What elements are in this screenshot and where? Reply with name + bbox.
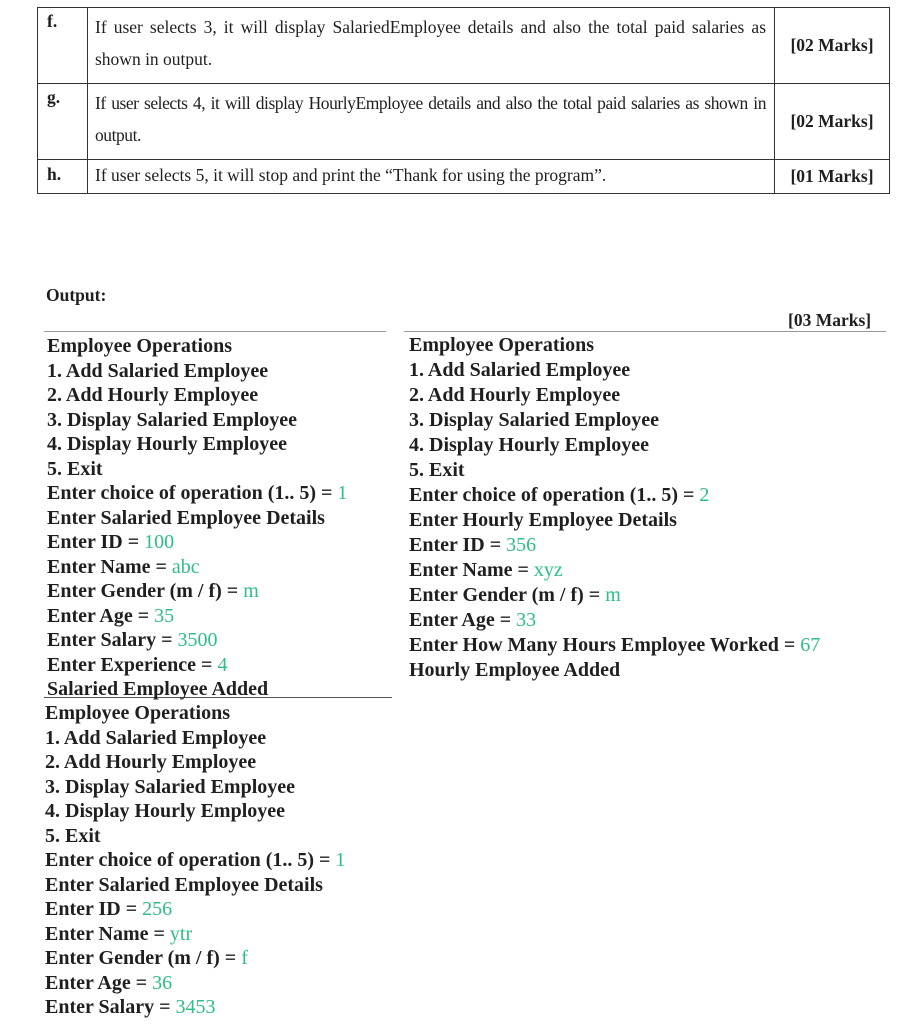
hours-value: 67 bbox=[800, 634, 821, 656]
menu-item-3: 3. Display Salaried Employee bbox=[47, 408, 298, 431]
age-value: 35 bbox=[154, 604, 175, 627]
criteria-row-f bbox=[38, 8, 890, 84]
console-output-salaried-2 bbox=[45, 701, 345, 1020]
age-prompt: Enter Age = bbox=[45, 971, 148, 994]
gender-line bbox=[409, 583, 820, 608]
name-line bbox=[45, 922, 345, 947]
id-prompt: Enter ID = bbox=[47, 531, 140, 553]
name-line bbox=[47, 555, 347, 580]
name-prompt: Enter Name = bbox=[45, 922, 165, 945]
name-prompt: Enter Name = bbox=[409, 559, 529, 581]
output-title: Output: bbox=[46, 285, 107, 305]
choice-value: 1 bbox=[335, 849, 346, 871]
name-prompt: Enter Name = bbox=[47, 555, 167, 578]
salary-line bbox=[47, 628, 347, 653]
criteria-letter: g. bbox=[38, 84, 88, 160]
salary-prompt: Enter Salary = bbox=[47, 629, 173, 651]
menu-item-5: 5. Exit bbox=[45, 824, 101, 847]
menu-item-1: 1. Add Salaried Employee bbox=[45, 726, 267, 749]
gender-line bbox=[47, 579, 347, 604]
choice-line bbox=[409, 483, 820, 508]
menu-item-2: 2. Add Hourly Employee bbox=[47, 384, 259, 406]
output-marks: [03 Marks] bbox=[788, 310, 872, 330]
age-value: 33 bbox=[516, 609, 537, 631]
experience-value: 4 bbox=[217, 653, 228, 676]
experience-prompt: Enter Experience = bbox=[47, 653, 213, 676]
menu-title: Employee Operations bbox=[47, 335, 232, 357]
criteria-letter: h. bbox=[38, 160, 88, 194]
name-value: abc bbox=[171, 555, 200, 578]
console-output-hourly bbox=[409, 333, 820, 683]
gender-prompt: Enter Gender (m / f) = bbox=[45, 947, 237, 969]
details-header: Enter Salaried Employee Details bbox=[45, 873, 323, 896]
id-prompt: Enter ID = bbox=[409, 534, 502, 556]
menu-title: Employee Operations bbox=[45, 702, 230, 724]
menu-item-3: 3. Display Salaried Employee bbox=[409, 409, 660, 431]
id-value: 256 bbox=[142, 898, 173, 920]
name-value: xyz bbox=[533, 559, 563, 581]
choice-prompt: Enter choice of operation (1.. 5) = bbox=[47, 482, 333, 504]
added-message: Salaried Employee Added bbox=[47, 678, 269, 700]
console-output-salaried-1 bbox=[47, 334, 347, 702]
gender-prompt: Enter Gender (m / f) = bbox=[409, 584, 601, 606]
criteria-description: If user selects 3, it will display SalariedEmployee details and also the total paid salaries as shown in output. bbox=[88, 8, 775, 84]
criteria-marks: [02 Marks] bbox=[775, 8, 890, 84]
id-line bbox=[409, 533, 820, 558]
criteria-letter: f. bbox=[38, 8, 88, 84]
choice-prompt: Enter choice of operation (1.. 5) = bbox=[409, 484, 695, 506]
menu-item-5: 5. Exit bbox=[409, 459, 465, 481]
menu-item-1: 1. Add Salaried Employee bbox=[409, 359, 631, 381]
name-value: ytr bbox=[169, 922, 193, 945]
criteria-row-h bbox=[38, 160, 890, 194]
details-header: Enter Salaried Employee Details bbox=[47, 506, 325, 529]
divider bbox=[44, 331, 386, 332]
gender-value: m bbox=[605, 584, 621, 606]
criteria-marks: [02 Marks] bbox=[775, 84, 890, 160]
id-value: 356 bbox=[506, 534, 537, 556]
menu-item-4: 4. Display Hourly Employee bbox=[47, 433, 288, 455]
id-line bbox=[47, 530, 347, 555]
choice-line bbox=[45, 848, 345, 873]
age-line bbox=[47, 604, 347, 629]
criteria-marks: [01 Marks] bbox=[775, 160, 890, 194]
choice-value: 2 bbox=[699, 484, 710, 506]
age-prompt: Enter Age = bbox=[409, 609, 512, 631]
age-prompt: Enter Age = bbox=[47, 604, 150, 627]
id-value: 100 bbox=[144, 531, 175, 553]
menu-item-3: 3. Display Salaried Employee bbox=[45, 775, 296, 798]
choice-prompt: Enter choice of operation (1.. 5) = bbox=[45, 849, 331, 871]
salary-value: 3453 bbox=[175, 996, 216, 1018]
name-line bbox=[409, 558, 820, 583]
salary-prompt: Enter Salary = bbox=[45, 996, 171, 1018]
menu-item-4: 4. Display Hourly Employee bbox=[409, 434, 650, 456]
menu-item-1: 1. Add Salaried Employee bbox=[47, 359, 269, 382]
age-line bbox=[45, 971, 345, 996]
hours-prompt: Enter How Many Hours Employee Worked = bbox=[409, 634, 796, 656]
menu-title: Employee Operations bbox=[409, 334, 594, 356]
salary-line bbox=[45, 995, 345, 1020]
salary-value: 3500 bbox=[177, 629, 218, 651]
gender-value: m bbox=[243, 580, 259, 602]
id-line bbox=[45, 897, 345, 922]
choice-value: 1 bbox=[337, 482, 348, 504]
menu-item-2: 2. Add Hourly Employee bbox=[409, 384, 621, 406]
criteria-table bbox=[37, 7, 890, 194]
criteria-description: If user selects 5, it will stop and print the “Thank for using the program”. bbox=[88, 160, 775, 194]
criteria-description: If user selects 4, it will display HourlyEmployee details and also the total paid salaries as shown in output. bbox=[88, 84, 775, 160]
menu-item-2: 2. Add Hourly Employee bbox=[45, 751, 257, 773]
experience-line bbox=[47, 653, 347, 678]
details-header: Enter Hourly Employee Details bbox=[409, 509, 677, 531]
criteria-row-g bbox=[38, 84, 890, 160]
gender-line bbox=[45, 946, 345, 971]
choice-line bbox=[47, 481, 347, 506]
hours-line bbox=[409, 633, 820, 658]
age-value: 36 bbox=[152, 971, 173, 994]
gender-value: f bbox=[241, 947, 248, 969]
id-prompt: Enter ID = bbox=[45, 898, 138, 920]
added-message: Hourly Employee Added bbox=[409, 659, 621, 681]
divider bbox=[404, 331, 886, 332]
gender-prompt: Enter Gender (m / f) = bbox=[47, 580, 239, 602]
menu-item-5: 5. Exit bbox=[47, 457, 103, 480]
age-line bbox=[409, 608, 820, 633]
menu-item-4: 4. Display Hourly Employee bbox=[45, 800, 286, 822]
